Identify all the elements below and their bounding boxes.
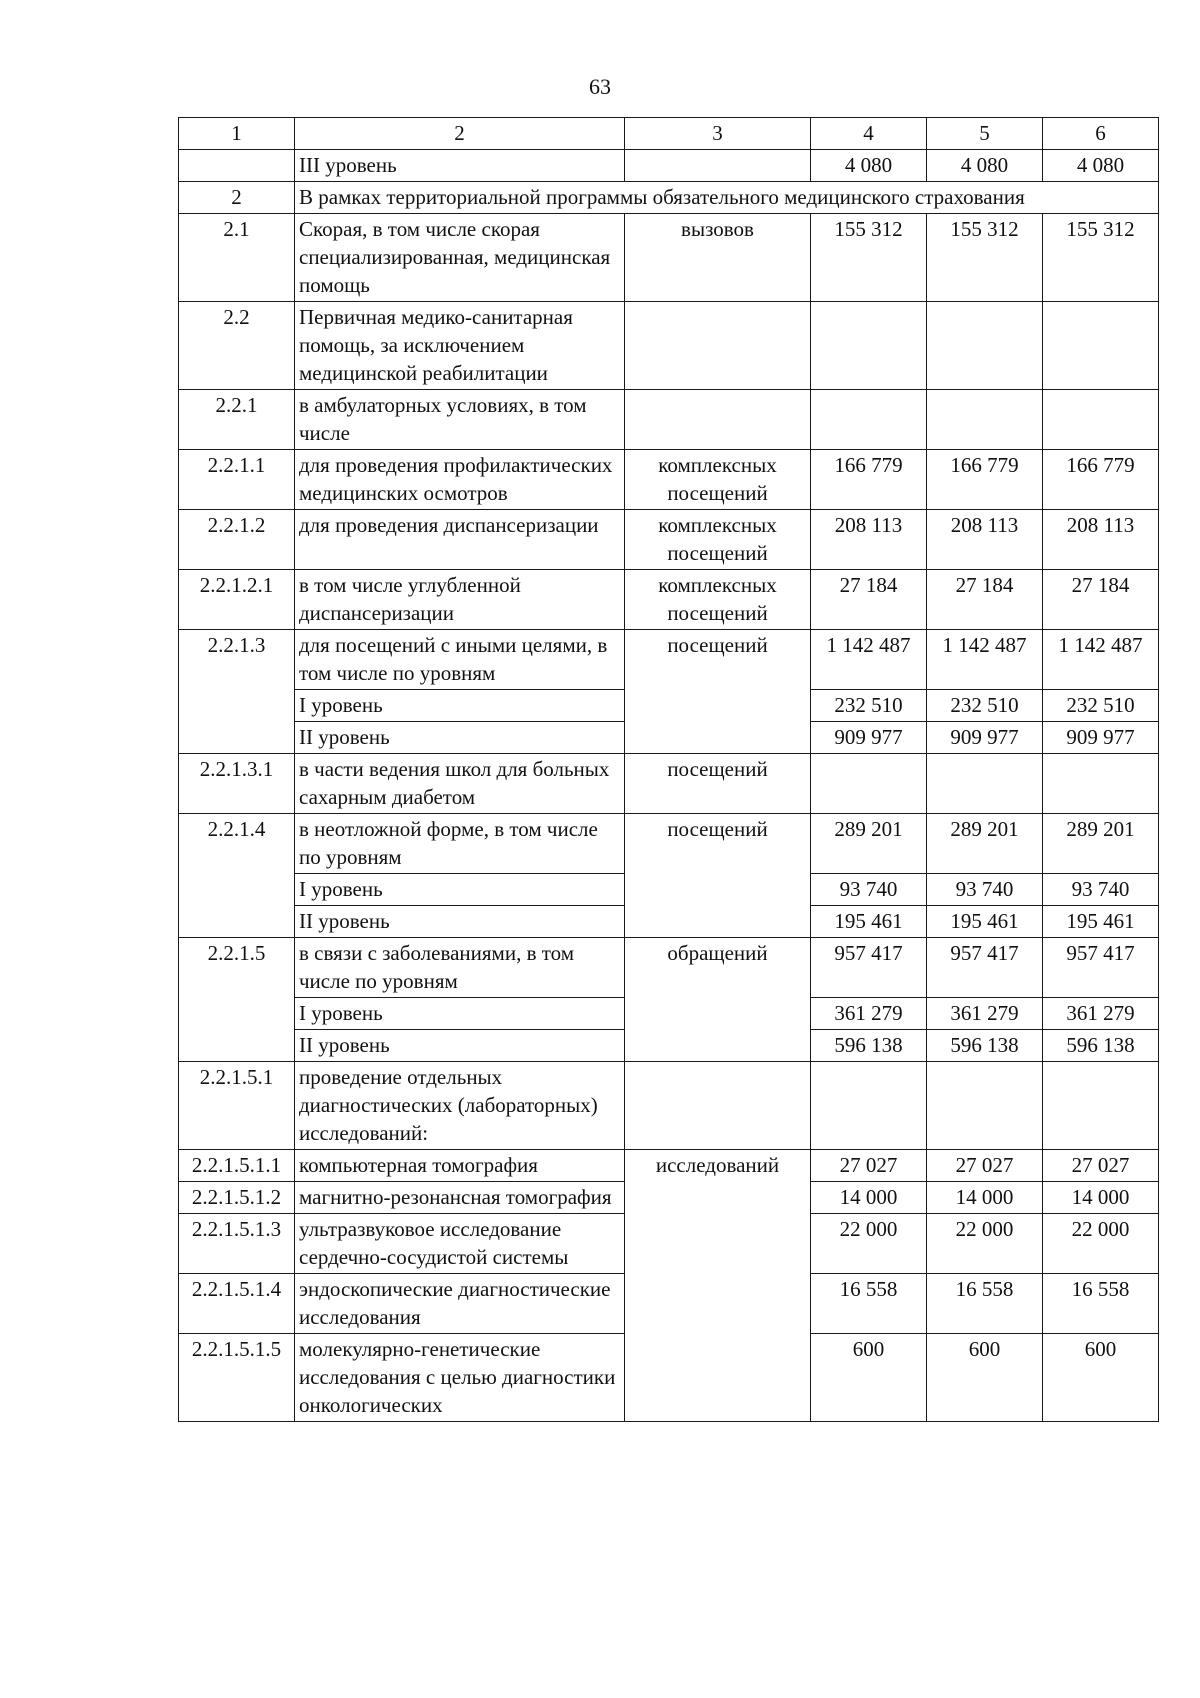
value-col-5 [927, 390, 1043, 450]
value-col-5: 14 000 [927, 1182, 1043, 1214]
table-row [179, 814, 1159, 874]
row-unit: исследований [625, 1150, 811, 1422]
row-number: 2.2.1.4 [179, 814, 295, 938]
row-name: ультразвуковое исследование сердечно-сосудистой системы [295, 1214, 625, 1274]
indicators-table [178, 117, 1159, 1422]
value-col-5: 232 510 [927, 690, 1043, 722]
value-col-4: 289 201 [811, 814, 927, 874]
value-col-6 [1043, 754, 1159, 814]
value-col-4: 232 510 [811, 690, 927, 722]
row-number: 2.2.1.5.1.1 [179, 1150, 295, 1182]
table-row [179, 754, 1159, 814]
row-name: в амбулаторных условиях, в том числе [295, 390, 625, 450]
table-row [179, 570, 1159, 630]
value-col-6: 957 417 [1043, 938, 1159, 998]
row-unit: посещений [625, 814, 811, 938]
value-col-6: 14 000 [1043, 1182, 1159, 1214]
table-row [179, 510, 1159, 570]
table-row [179, 450, 1159, 510]
row-number: 2.2.1.2.1 [179, 570, 295, 630]
value-col-6: 195 461 [1043, 906, 1159, 938]
value-col-4: 4 080 [811, 150, 927, 182]
table-section-row [179, 182, 1159, 214]
row-name: магнитно-резонансная томография [295, 1182, 625, 1214]
value-col-5: 909 977 [927, 722, 1043, 754]
value-col-5: 166 779 [927, 450, 1043, 510]
value-col-6: 22 000 [1043, 1214, 1159, 1274]
row-number: 2.2.1 [179, 390, 295, 450]
section-title: В рамках территориальной программы обязательного медицинского страхования [295, 182, 1159, 214]
value-col-6: 289 201 [1043, 814, 1159, 874]
value-col-6: 909 977 [1043, 722, 1159, 754]
value-col-5 [927, 1062, 1043, 1150]
table-row [179, 390, 1159, 450]
value-col-6: 361 279 [1043, 998, 1159, 1030]
row-number: 2.1 [179, 214, 295, 302]
row-unit: вызовов [625, 214, 811, 302]
value-col-4 [811, 1062, 927, 1150]
row-number: 2.2 [179, 302, 295, 390]
column-header: 4 [811, 118, 927, 150]
row-number: 2 [179, 182, 295, 214]
row-unit [625, 150, 811, 182]
value-col-4: 27 027 [811, 1150, 927, 1182]
row-name: I уровень [295, 998, 625, 1030]
value-col-4: 909 977 [811, 722, 927, 754]
value-col-4: 27 184 [811, 570, 927, 630]
value-col-4 [811, 390, 927, 450]
row-number: 2.2.1.3.1 [179, 754, 295, 814]
value-col-6: 4 080 [1043, 150, 1159, 182]
row-unit [625, 390, 811, 450]
value-col-6: 16 558 [1043, 1274, 1159, 1334]
column-header: 6 [1043, 118, 1159, 150]
table-row [179, 630, 1159, 690]
value-col-6 [1043, 1062, 1159, 1150]
value-col-5: 16 558 [927, 1274, 1043, 1334]
row-name: Скорая, в том числе скорая специализированная, медицинская помощь [295, 214, 625, 302]
row-unit [625, 1062, 811, 1150]
row-unit: комплексных посещений [625, 570, 811, 630]
value-col-4: 16 558 [811, 1274, 927, 1334]
value-col-4: 14 000 [811, 1182, 927, 1214]
value-col-4: 600 [811, 1334, 927, 1422]
value-col-6: 93 740 [1043, 874, 1159, 906]
row-number: 2.2.1.5.1.5 [179, 1334, 295, 1422]
value-col-6: 1 142 487 [1043, 630, 1159, 690]
row-unit [625, 302, 811, 390]
row-name: Первичная медико-санитарная помощь, за исключением медицинской реабилитации [295, 302, 625, 390]
value-col-5 [927, 302, 1043, 390]
value-col-5: 596 138 [927, 1030, 1043, 1062]
value-col-4: 22 000 [811, 1214, 927, 1274]
row-name: эндоскопические диагностические исследования [295, 1274, 625, 1334]
value-col-4: 1 142 487 [811, 630, 927, 690]
value-col-6: 27 027 [1043, 1150, 1159, 1182]
value-col-4: 596 138 [811, 1030, 927, 1062]
value-col-5: 289 201 [927, 814, 1043, 874]
value-col-4: 208 113 [811, 510, 927, 570]
column-header: 2 [295, 118, 625, 150]
value-col-4: 361 279 [811, 998, 927, 1030]
column-header: 3 [625, 118, 811, 150]
value-col-6 [1043, 302, 1159, 390]
row-name: для проведения диспансеризации [295, 510, 625, 570]
row-number: 2.2.1.5.1 [179, 1062, 295, 1150]
row-name: I уровень [295, 690, 625, 722]
row-number: 2.2.1.3 [179, 630, 295, 754]
row-number: 2.2.1.2 [179, 510, 295, 570]
row-name: II уровень [295, 906, 625, 938]
table-row [179, 1062, 1159, 1150]
column-header: 1 [179, 118, 295, 150]
value-col-5: 208 113 [927, 510, 1043, 570]
value-col-6: 27 184 [1043, 570, 1159, 630]
row-number: 2.2.1.1 [179, 450, 295, 510]
row-name: компьютерная томография [295, 1150, 625, 1182]
value-col-6: 208 113 [1043, 510, 1159, 570]
value-col-5: 195 461 [927, 906, 1043, 938]
row-name: в связи с заболеваниями, в том числе по уровням [295, 938, 625, 998]
row-name: III уровень [295, 150, 625, 182]
row-unit: комплексных посещений [625, 450, 811, 510]
table-header-row [179, 118, 1159, 150]
row-name: II уровень [295, 722, 625, 754]
value-col-4: 166 779 [811, 450, 927, 510]
value-col-5: 27 184 [927, 570, 1043, 630]
row-name: в части ведения школ для больных сахарным диабетом [295, 754, 625, 814]
table-row [179, 302, 1159, 390]
value-col-5: 27 027 [927, 1150, 1043, 1182]
row-number [179, 150, 295, 182]
row-name: молекулярно-генетические исследования с целью диагностики онкологических [295, 1334, 625, 1422]
value-col-6: 166 779 [1043, 450, 1159, 510]
value-col-6: 596 138 [1043, 1030, 1159, 1062]
row-number: 2.2.1.5.1.2 [179, 1182, 295, 1214]
value-col-6: 232 510 [1043, 690, 1159, 722]
value-col-6: 600 [1043, 1334, 1159, 1422]
row-name: для посещений с иными целями, в том числе по уровням [295, 630, 625, 690]
row-number: 2.2.1.5.1.3 [179, 1214, 295, 1274]
value-col-5: 600 [927, 1334, 1043, 1422]
row-name: в том числе углубленной диспансеризации [295, 570, 625, 630]
value-col-4 [811, 302, 927, 390]
row-name: I уровень [295, 874, 625, 906]
row-name: проведение отдельных диагностических (лабораторных) исследований: [295, 1062, 625, 1150]
row-name: II уровень [295, 1030, 625, 1062]
value-col-5: 957 417 [927, 938, 1043, 998]
table-row [179, 150, 1159, 182]
value-col-5 [927, 754, 1043, 814]
value-col-5: 4 080 [927, 150, 1043, 182]
column-header: 5 [927, 118, 1043, 150]
value-col-5: 1 142 487 [927, 630, 1043, 690]
row-unit: комплексных посещений [625, 510, 811, 570]
table-row [179, 938, 1159, 998]
value-col-4 [811, 754, 927, 814]
row-name: в неотложной форме, в том числе по уровням [295, 814, 625, 874]
value-col-4: 195 461 [811, 906, 927, 938]
value-col-6 [1043, 390, 1159, 450]
value-col-5: 155 312 [927, 214, 1043, 302]
value-col-4: 155 312 [811, 214, 927, 302]
row-number: 2.2.1.5 [179, 938, 295, 1062]
value-col-5: 93 740 [927, 874, 1043, 906]
row-unit: посещений [625, 630, 811, 754]
table-row [179, 214, 1159, 302]
row-unit: посещений [625, 754, 811, 814]
value-col-5: 22 000 [927, 1214, 1043, 1274]
row-name: для проведения профилактических медицинских осмотров [295, 450, 625, 510]
value-col-5: 361 279 [927, 998, 1043, 1030]
value-col-4: 93 740 [811, 874, 927, 906]
value-col-6: 155 312 [1043, 214, 1159, 302]
table-row [179, 1150, 1159, 1182]
page-number: 63 [589, 74, 611, 99]
row-number: 2.2.1.5.1.4 [179, 1274, 295, 1334]
row-unit: обращений [625, 938, 811, 1062]
value-col-4: 957 417 [811, 938, 927, 998]
